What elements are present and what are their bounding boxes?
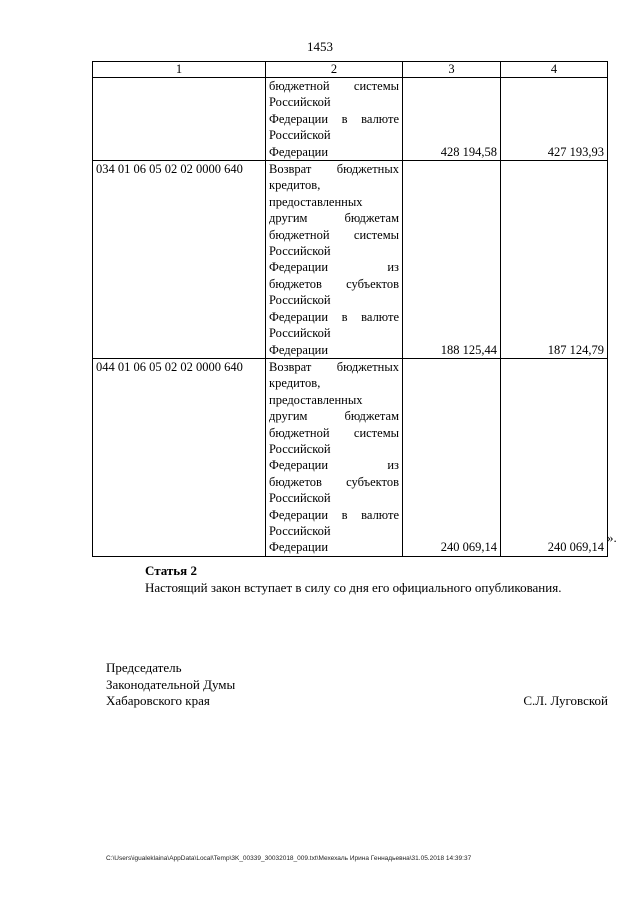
budget-code-cell: 044 01 06 05 02 02 0000 640 — [93, 358, 266, 556]
amount-year2-cell: 240 069,14 — [501, 358, 608, 556]
column-number-1: 1 — [93, 62, 266, 78]
name-line: бюджетной системы — [269, 227, 399, 242]
amount-year2-cell: 427 193,93 — [501, 78, 608, 161]
name-line: кредитов, — [269, 376, 321, 391]
name-line: Российской — [269, 523, 331, 538]
name-line: Федерации — [269, 540, 329, 555]
signatory-position-line: Законодательной Думы — [106, 676, 236, 692]
budget-code-cell: 034 01 06 05 02 02 0000 640 — [93, 161, 266, 359]
name-line: другим бюджетам — [269, 409, 399, 424]
table-header-row — [93, 62, 608, 78]
name-line: бюджетов субъектов — [269, 474, 399, 489]
budget-name-cell — [266, 161, 403, 359]
name-line: предоставленных — [269, 392, 363, 407]
name-line: Российской — [269, 244, 331, 259]
name-line: Российской — [269, 441, 331, 456]
name-line: бюджетной системы — [269, 425, 399, 440]
amount-year2-cell: 187 124,79 — [501, 161, 608, 359]
name-line: Возврат бюджетных — [269, 359, 399, 374]
table-row — [93, 161, 608, 359]
name-line: Возврат бюджетных — [269, 162, 399, 177]
name-line: бюджетов субъектов — [269, 276, 399, 291]
signatory-position-line: Председатель — [106, 660, 182, 675]
name-line: Российской — [269, 491, 331, 506]
budget-code-cell — [93, 78, 266, 161]
name-line: кредитов, — [269, 178, 321, 193]
amount-year1-cell: 240 069,14 — [403, 358, 501, 556]
column-number-3: 3 — [403, 62, 501, 78]
name-line: бюджетной системы — [269, 79, 399, 93]
signatory-name: С.Л. Луговской — [523, 693, 608, 708]
budget-name-cell — [266, 78, 403, 161]
name-line: Российской — [269, 128, 331, 143]
name-line: Федерации в валюте — [269, 309, 399, 324]
budget-sources-table — [92, 61, 608, 557]
column-number-2: 2 — [266, 62, 403, 78]
name-line: Федерации из — [269, 260, 399, 275]
amount-year1-cell: 428 194,58 — [403, 78, 501, 161]
article-text: Настоящий закон вступает в силу со дня его официального опубликования. — [145, 580, 562, 595]
signatory-position — [106, 660, 235, 710]
table-row — [93, 78, 608, 161]
name-line: Федерации из — [269, 458, 399, 473]
article-title: Статья 2 — [145, 563, 197, 578]
closing-quote: ». — [607, 530, 617, 545]
table-row — [93, 358, 608, 556]
name-line: Федерации в валюте — [269, 507, 399, 522]
column-number-4: 4 — [501, 62, 608, 78]
name-line: другим бюджетам — [269, 211, 399, 226]
name-line: Российской — [269, 95, 331, 110]
page-number: 1453 — [307, 39, 333, 54]
name-line: Российской — [269, 293, 331, 308]
amount-year1-cell: 188 125,44 — [403, 161, 501, 359]
signatory-position-line: Хабаровского края — [106, 693, 210, 708]
name-line: Федерации — [269, 144, 329, 159]
footer-file-path: C:\Users\igualeklaina\AppData\Local\Temp\3K_00339_30032018_009.txt\Мехехаль Ирина Геннадьевна\31.05.2018 14:39:37 — [106, 855, 472, 862]
name-line: Российской — [269, 326, 331, 341]
name-line: Федерации — [269, 342, 329, 357]
name-line: Федерации в валюте — [269, 111, 399, 126]
budget-name-cell — [266, 358, 403, 556]
name-line: предоставленных — [269, 194, 363, 209]
